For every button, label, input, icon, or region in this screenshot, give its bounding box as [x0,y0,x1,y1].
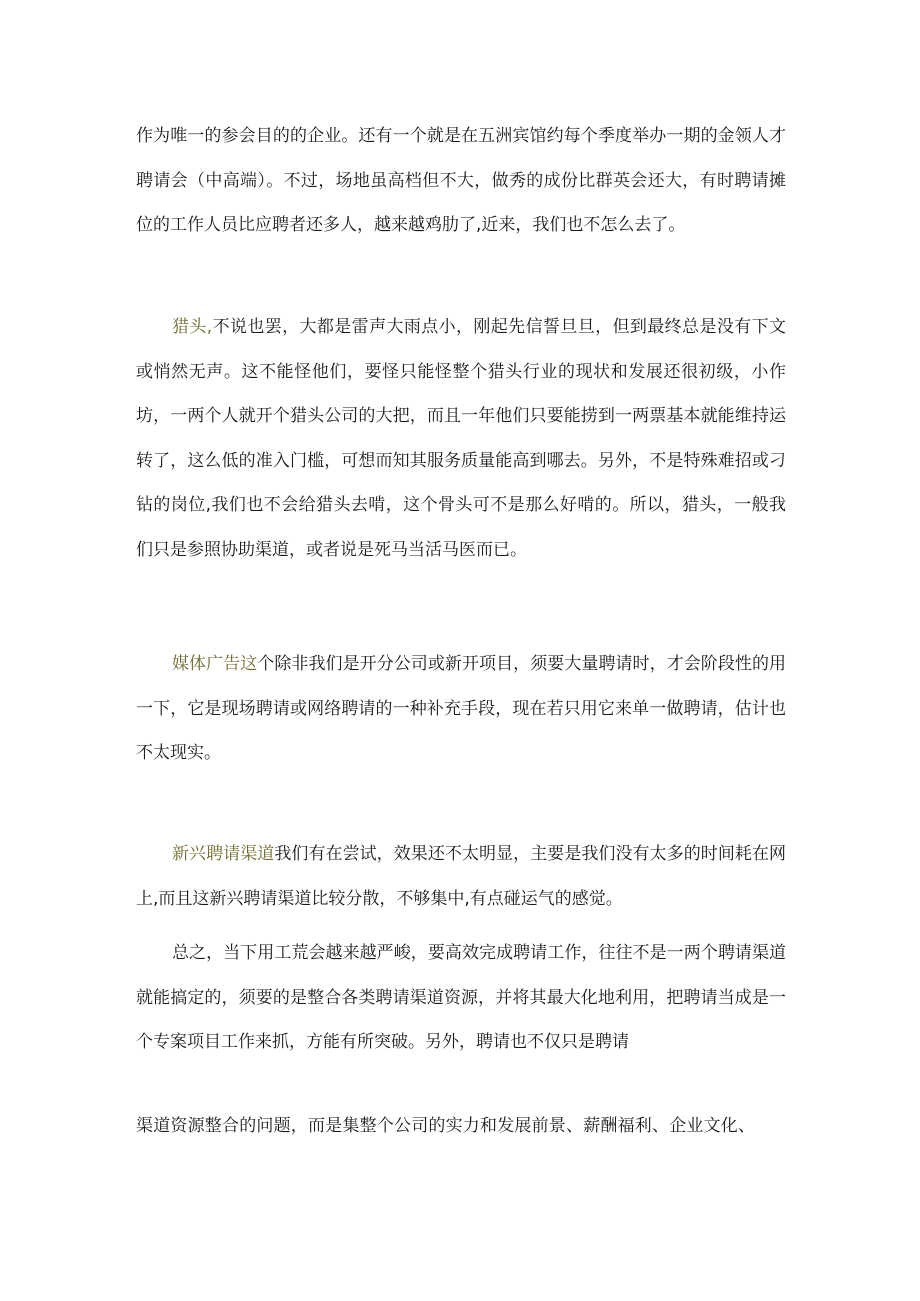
paragraph-text: 我们有在尝试，效果还不太明显，主要是我们没有太多的时间耗在网上,而且这新兴聘请渠道比较分散，不够集中,有点碰运气的感觉。 [136,844,786,909]
paragraph-lead-headhunter: 猎头, [172,317,213,337]
paragraph-headhunter [136,305,786,572]
paragraph-continuation [136,1104,786,1149]
paragraph-text: 总之，当下用工荒会越来越严峻，要高效完成聘请工作，往往不是一两个聘请渠道就能搞定的，须要的是整合各类聘请渠道资源，并将其最大化地利用，把聘请当成是一个专案项目工作来抓，方能有所突破。另外，聘请也不仅只是聘请 [136,943,786,1052]
paragraph-lead-media-ads: 媒体广告这 [172,654,258,674]
paragraph-conclusion [136,931,786,1065]
paragraph-text: 不说也罢，大都是雷声大雨点小，刚起先信誓旦旦，但到最终总是没有下文或悄然无声。这不能怪他们，要怪只能怪整个猎头行业的现状和发展还很初级，小作坊，一两个人就开个猎头公司的大把，而且一年他们只要能捞到一两票基本就能维持运转了，这么低的准入门槛，可想而知其服务质量能高到哪去。另外，不是特殊难招或刁钻的岗位,我们也不会给猎头去啃，这个骨头可不是那么好啃的。所以，猎头，一般我们只是参照协助渠道，或者说是死马当活马医而已。 [136,317,787,560]
paragraph-media-ads [136,642,786,776]
paragraph-exhibition [136,114,786,248]
paragraph-lead-new-channels: 新兴聘请渠道 [172,844,275,864]
paragraph-text: 作为唯一的参会目的的企业。还有一个就是在五洲宾馆约每个季度举办一期的金领人才聘请会（中高端）。不过，场地虽高档但不大，做秀的成份比群英会还大，有时聘请摊位的工作人员比应聘者还多人，越来越鸡肋了,近来，我们也不怎么去了。 [136,126,786,235]
paragraph-new-channels [136,832,786,921]
paragraph-text: 个除非我们是开分公司或新开项目，须要大量聘请时，才会阶段性的用一下，它是现场聘请或网络聘请的一种补充手段，现在若只用它来单一做聘请，估计也不太现实。 [136,654,787,763]
paragraph-text: 渠道资源整合的问题，而是集整个公司的实力和发展前景、薪酬福利、企业文化、 [136,1116,756,1136]
